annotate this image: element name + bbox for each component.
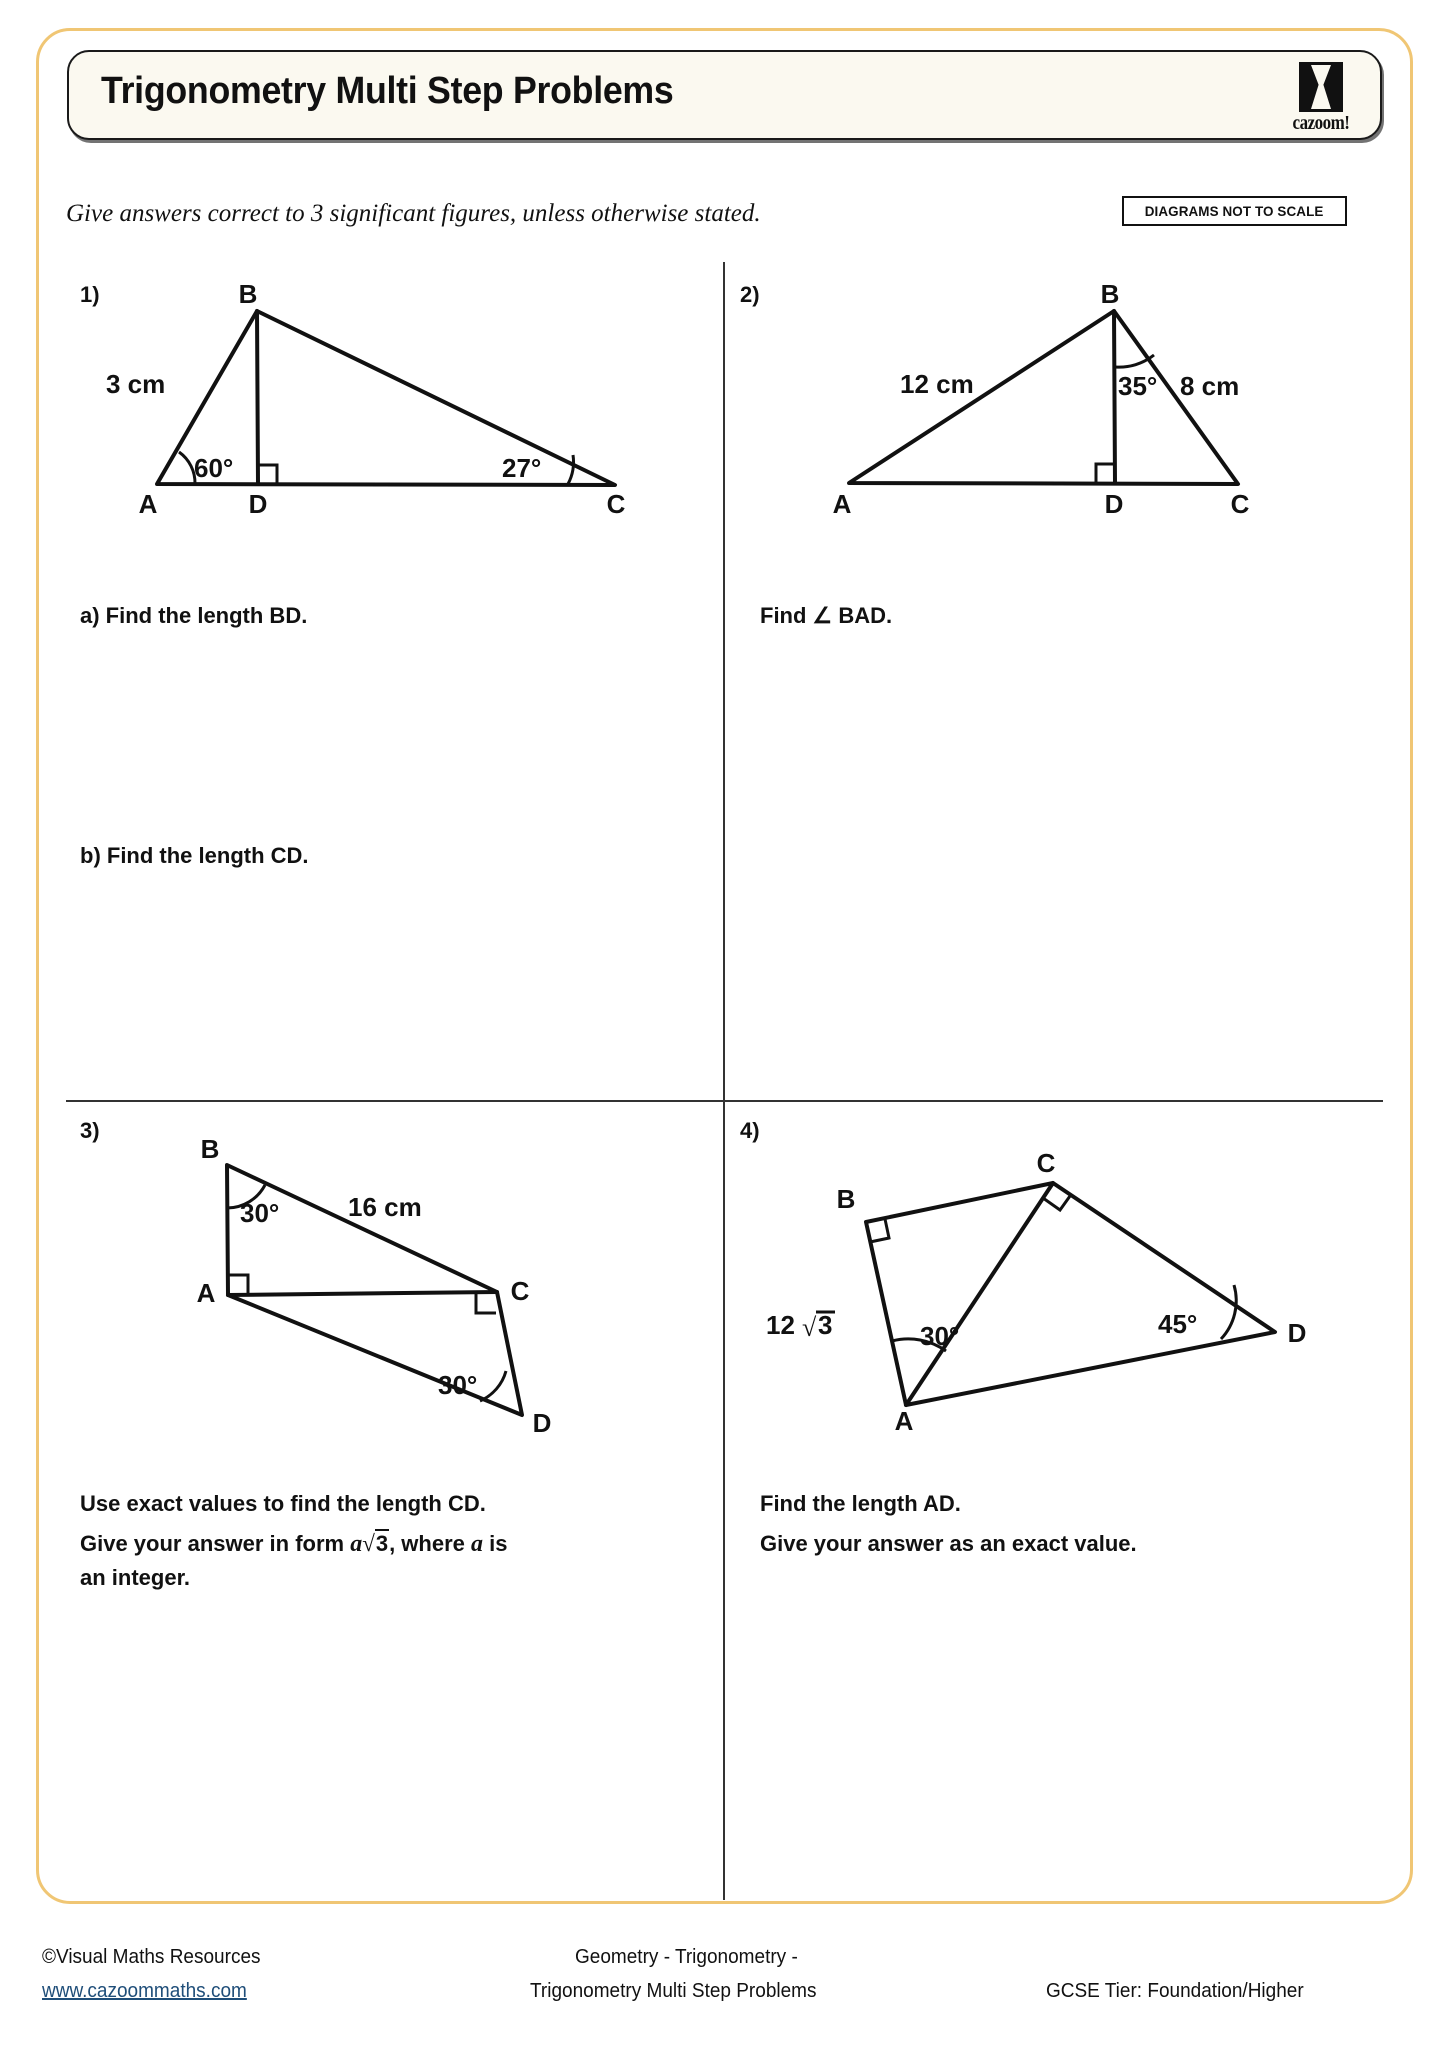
footer-website-link[interactable]: www.cazoommaths.com [42,1980,247,2002]
q4-vertex-label-D: D [1287,1318,1307,1348]
q3-line2-suffix: is [482,1531,508,1556]
q3-vertex-label-A: A [196,1278,216,1308]
q2-side-label-12cm: 12 cm [900,369,974,399]
q2-vertex-label-D: D [1104,489,1124,519]
q3-vertex-label-C: C [510,1276,530,1306]
q3-line2-variable-2: a [470,1531,483,1557]
question-3-diagram [150,1134,570,1438]
question-3-part-line1: Use exact values to find the length CD. [80,1491,486,1516]
q1-vertex-label-B: B [238,279,258,309]
svg-text:√: √ [802,1313,817,1342]
q1-vertex-label-C: C [606,489,626,519]
q3-side-label-16cm: 16 cm [348,1192,422,1222]
q2-vertex-label-C: C [1230,489,1250,519]
question-1-number: 1) [80,282,100,307]
q4-side-label-12root3 [766,1310,835,1342]
question-2-number: 2) [740,282,760,307]
q4-vertex-label-A: A [894,1406,914,1436]
page-title: Trigonometry Multi Step Problems [101,70,674,112]
question-1-diagram [90,279,660,519]
instruction-text: Give answers correct to 3 significant figures, unless otherwise stated. [66,200,761,227]
brand-logo [1284,62,1358,134]
q1-angle-label-60: 60° [194,453,234,483]
footer-copyright: ©Visual Maths Resources [42,1946,261,1968]
q1-vertex-label-A: A [138,489,158,519]
scale-note-label: DIAGRAMS NOT TO SCALE [1145,203,1324,219]
q3-line2-variable: a [350,1531,363,1557]
footer-topic-line-1: Geometry - Trigonometry - [575,1946,798,1968]
question-1-part-b: b) Find the length CD. [80,843,309,868]
q3-angle-label-30-D: 30° [438,1370,478,1400]
footer-tier-label: GCSE Tier: Foundation/Higher [1046,1980,1304,2002]
q2-vertex-label-B: B [1100,279,1120,309]
q4-angle-label-30: 30° [920,1321,960,1351]
cazoom-hourglass-icon [1299,62,1343,112]
q1-vertex-label-D: D [248,489,268,519]
q3-vertex-label-D: D [532,1408,552,1438]
q4-angle-label-45: 45° [1158,1309,1198,1339]
q2-angle-label-35: 35° [1118,371,1158,401]
q3-line2-radicand: 3 [375,1531,389,1556]
question-2-diagram [740,279,1300,519]
q2-side-label-8cm: 8 cm [1180,371,1240,401]
question-3-number: 3) [80,1118,100,1143]
question-1-part-a: a) Find the length BD. [80,603,308,628]
q4-vertex-label-C: C [1036,1148,1056,1178]
footer-topic-line-2: Trigonometry Multi Step Problems [530,1980,817,2002]
page-footer [0,1932,1449,2048]
svg-text:12: 12 [766,1310,795,1340]
header-banner [67,50,1382,140]
question-3-part-line2 [80,1528,507,1560]
svg-text:3: 3 [818,1310,833,1340]
scale-note-badge [1122,196,1347,226]
q3-line2-radical-sign: √ [362,1531,375,1556]
column-divider-top [723,262,725,1100]
question-4-part-line1: Find the length AD. [760,1491,961,1516]
question-2-part-a: Find ∠ BAD. [760,603,893,628]
q4-vertex-label-B: B [836,1184,856,1214]
q1-angle-label-27: 27° [502,453,542,483]
q1-side-label-3cm: 3 cm [106,369,166,399]
q3-line2-prefix: Give your answer in form [80,1531,351,1556]
question-4-part-line2: Give your answer as an exact value. [760,1531,1137,1556]
question-4-number: 4) [740,1118,760,1143]
question-4-diagram [740,1140,1307,1436]
question-3-part-line3: an integer. [80,1565,191,1590]
q3-angle-label-30-B: 30° [240,1198,280,1228]
column-divider-bottom [723,1102,725,1900]
q3-vertex-label-B: B [200,1134,220,1164]
brand-name: cazoom! [1292,111,1350,134]
q2-vertex-label-A: A [832,489,852,519]
q3-line2-middle: , where [389,1531,471,1556]
